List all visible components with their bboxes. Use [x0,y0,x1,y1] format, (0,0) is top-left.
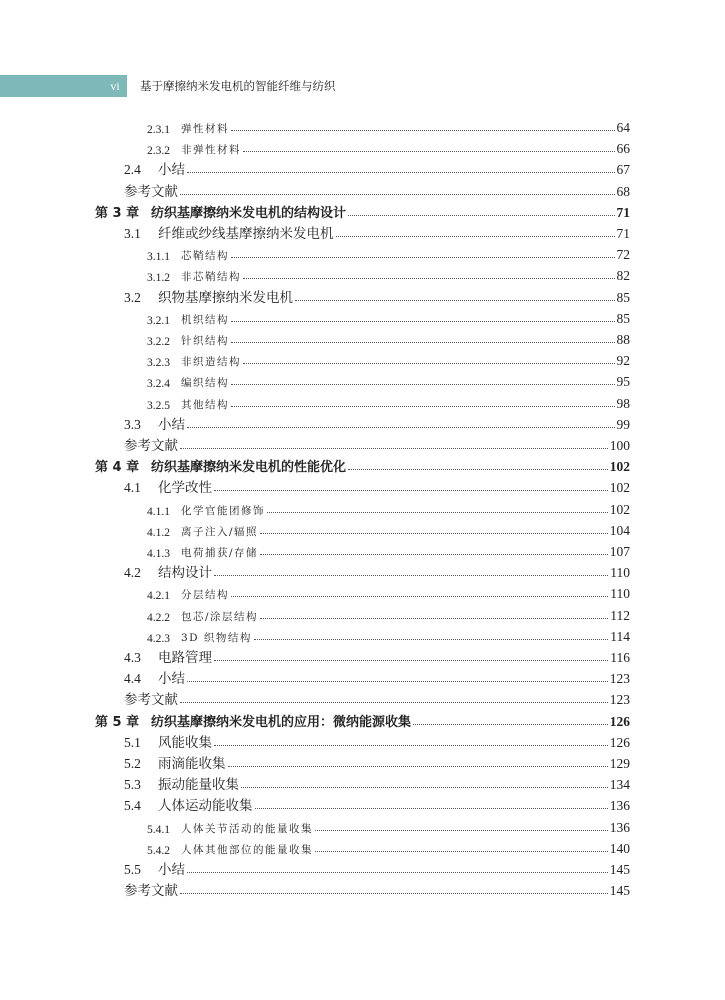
toc-page-number: 145 [609,883,630,899]
toc-entry-title: 非织造结构 [181,356,241,369]
toc-section-row[interactable] [0,773,630,793]
toc-entry-number: 3.2.5 [147,399,170,412]
toc-references-row[interactable] [0,180,630,200]
toc-page-number: 116 [610,650,630,665]
toc-entry-title: 电荷捕获/存储 [181,547,259,559]
toc-page-number: 99 [616,416,630,432]
toc-page-number: 102 [609,480,630,496]
toc-page-number: 136 [609,819,630,835]
toc-entry-number: 第 4 章 [95,460,140,476]
toc-entry-title: 非芯鞘结构 [181,271,241,284]
toc-entry-title: 参考文献 [124,438,178,454]
toc-section-row[interactable] [0,413,630,433]
toc-entry-title: 弹性材料 [181,123,229,135]
toc-entry-title: 人体运动能收集 [158,798,253,815]
toc-entry-title: 振动能量收集 [158,777,239,794]
toc-entry-number: 3.3 [124,416,141,432]
page-number: vi [110,79,120,93]
dot-leader [187,681,608,682]
toc-entry-title: 针织结构 [181,335,229,347]
toc-entry-title: 参考文献 [124,692,178,709]
toc-chapter-row[interactable] [0,455,630,475]
dot-leader [231,342,615,343]
dot-leader [315,830,608,831]
toc-page-number: 102 [609,501,630,517]
running-header [0,75,725,97]
toc-entry-number: 4.2.2 [147,611,170,624]
toc-entry-number: 3.2.4 [147,378,170,391]
toc-entry-title: 包芯/涂层结构 [181,610,259,623]
toc-entry-number: 5.4.2 [147,844,170,857]
toc-subsection-row[interactable] [0,837,630,857]
toc-entry-number: 5.4.1 [147,823,170,836]
toc-entry-number: 4.1.3 [147,548,170,560]
toc-entry-number: 3.2.1 [147,314,170,327]
toc-entry-number: 第 3 章 [95,205,140,221]
dot-leader [231,406,615,407]
toc-section-row[interactable] [0,222,630,242]
dot-leader [260,533,608,534]
dot-leader [214,575,608,576]
toc-page-number: 134 [609,777,630,793]
dot-leader [243,278,615,279]
dot-leader [315,851,608,852]
toc-section-row[interactable] [0,476,630,496]
toc-page-number: 136 [609,798,630,814]
toc-page-number: 92 [616,353,630,369]
toc-entry-title: 3D 织物结构 [181,631,252,644]
toc-section-row[interactable] [0,286,630,306]
toc-references-row[interactable] [0,688,630,708]
toc-page-number: 110 [610,565,630,581]
dot-leader [413,724,608,725]
toc-subsection-row[interactable] [0,307,630,327]
toc-section-row[interactable] [0,752,630,772]
toc-page-number: 126 [609,713,630,729]
toc-page-number: 110 [610,586,630,602]
toc-references-row[interactable] [0,434,630,454]
toc-page-number: 67 [616,162,630,178]
toc-subsection-row[interactable] [0,349,630,369]
toc-page-number: 102 [609,459,630,475]
dot-leader [214,745,608,746]
toc-subsection-row[interactable] [0,116,630,136]
toc-entry-title: 参考文献 [124,183,178,200]
dot-leader [231,257,615,258]
toc-entry-number: 4.2 [124,565,141,581]
toc-entry-number: 4.2.1 [147,590,170,603]
toc-entry-number: 第 5 章 [95,714,140,730]
dot-leader [180,702,608,703]
dot-leader [228,766,608,767]
dot-leader [254,639,608,640]
toc-entry-title: 芯鞘结构 [181,250,229,263]
toc-entry-title: 纤维或纱线基摩擦纳米发电机 [158,226,334,242]
toc-page-number: 85 [616,310,630,326]
dot-leader [187,427,615,428]
toc-entry-number: 4.2.3 [147,632,170,645]
toc-entry-title: 织物基摩擦纳米发电机 [158,289,293,306]
dot-leader [180,194,615,195]
toc-entry-title: 风能收集 [158,734,212,751]
toc-page-number: 71 [616,204,630,220]
toc-entry-number: 2.3.2 [147,145,170,158]
toc-page-number: 107 [609,544,630,559]
dot-leader [295,300,615,301]
toc-subsection-row[interactable] [0,604,630,624]
dot-leader [255,808,608,809]
toc-entry-number: 5.1 [124,734,141,750]
toc-subsection-row[interactable] [0,392,630,412]
toc-page-number: 95 [616,374,630,390]
toc-entry-title: 离子注入/辐照 [181,525,259,538]
toc-entry-title: 纺织基摩擦纳米发电机的结构设计 [151,205,347,221]
toc-entry-title: 小结 [158,671,185,688]
dot-leader [260,618,608,619]
toc-page-number: 104 [609,522,630,538]
toc-subsection-row[interactable] [0,498,630,518]
toc-page-number: 64 [616,120,630,135]
toc-entry-number: 3.2.2 [147,336,170,348]
toc-entry-number: 5.2 [124,756,141,771]
toc-page-number: 98 [616,395,630,411]
toc-section-row[interactable] [0,794,630,814]
toc-entry-title: 小结 [158,162,185,179]
toc-entry-number: 5.5 [124,862,141,877]
toc-entry-title: 小结 [158,416,185,433]
toc-entry-number: 3.1.1 [147,251,170,264]
toc-entry-title: 参考文献 [124,883,178,900]
toc-entry-number: 2.4 [124,162,141,178]
toc-page-number: 85 [616,289,630,305]
toc-subsection-row[interactable] [0,540,630,560]
toc-section-row[interactable] [0,731,630,751]
toc-page-number: 66 [616,141,630,157]
toc-section-row[interactable] [0,667,630,687]
toc-entry-number: 4.3 [124,650,141,665]
toc-entry-number: 4.1 [124,480,141,496]
toc-entry-title: 小结 [158,862,185,878]
toc-entry-number: 4.1.2 [147,526,170,539]
toc-page-number: 126 [609,734,630,750]
toc-page-number: 68 [616,183,630,199]
toc-chapter-row[interactable] [0,201,630,221]
toc-page-number: 114 [610,628,630,644]
toc-entry-number: 3.2 [124,289,141,305]
toc-page-number: 140 [609,840,630,856]
toc-page-number: 72 [616,247,630,263]
toc-entry-number: 4.4 [124,671,141,687]
dot-leader [348,215,614,216]
dot-leader [214,660,608,661]
toc-entry-number: 2.3.1 [147,124,170,136]
toc-entry-title: 人体关节活动的能量收集 [181,822,313,835]
toc-subsection-row[interactable] [0,137,630,157]
dot-leader [231,596,608,597]
toc-entry-title: 非弹性材料 [181,144,241,157]
dot-leader [243,151,615,152]
toc-section-row[interactable] [0,858,630,878]
toc-entry-number: 4.1.1 [147,505,170,518]
toc-section-row[interactable] [0,561,630,581]
toc-page-number: 112 [610,607,630,623]
toc-page-number: 71 [616,226,630,241]
toc-page-number: 82 [616,268,630,284]
dot-leader [348,469,608,470]
dot-leader [231,321,615,322]
toc-entry-title: 电路管理 [158,650,212,666]
dot-leader [180,448,608,449]
toc-entry-number: 3.1 [124,226,141,241]
toc-entry-title: 结构设计 [158,565,212,582]
toc-entry-title: 化学改性 [158,480,212,497]
dot-leader [187,172,615,173]
toc-entry-title: 编织结构 [181,377,229,390]
dot-leader [241,787,608,788]
toc-subsection-row[interactable] [0,816,630,836]
toc-page-number: 123 [609,692,630,708]
toc-subsection-row[interactable] [0,625,630,645]
toc-entry-title: 分层结构 [181,589,229,602]
dot-leader [180,893,608,894]
toc-subsection-row[interactable] [0,243,630,263]
toc-page-number: 88 [616,332,630,347]
toc-subsection-row[interactable] [0,370,630,390]
toc-subsection-row[interactable] [0,264,630,284]
toc-references-row[interactable] [0,879,630,899]
dot-leader [267,512,608,513]
toc-entry-title: 其他结构 [181,398,229,411]
toc-subsection-row[interactable] [0,519,630,539]
toc-entry-number: 3.2.3 [147,357,170,370]
toc-page-number: 100 [609,438,630,453]
toc-entry-title: 雨滴能收集 [158,756,226,772]
toc-section-row[interactable] [0,158,630,178]
toc-entry-title: 化学官能团修饰 [181,504,265,517]
toc-page-number: 129 [609,756,630,771]
dot-leader [231,384,615,385]
toc-page-number: 145 [609,862,630,877]
dot-leader [260,554,608,555]
toc-chapter-row[interactable] [0,710,630,730]
toc-entry-title: 机织结构 [181,313,229,326]
toc-section-row[interactable] [0,646,630,666]
toc-entry-title: 人体其他部位的能量收集 [181,843,313,856]
toc-subsection-row[interactable] [0,328,630,348]
toc-entry-number: 5.4 [124,798,141,814]
toc-entry-number: 5.3 [124,777,141,793]
dot-leader [336,236,615,237]
book-title: 基于摩擦纳米发电机的智能纤维与纺织 [140,79,336,93]
dot-leader [187,872,608,873]
toc-entry-title: 纺织基摩擦纳米发电机的应用：微纳能源收集 [151,714,412,730]
toc-page-number: 123 [609,671,630,687]
toc-entry-number: 3.1.2 [147,272,170,285]
toc-subsection-row[interactable] [0,582,630,602]
dot-leader [231,130,615,131]
dot-leader [214,490,608,491]
toc-entry-title: 纺织基摩擦纳米发电机的性能优化 [151,460,347,476]
dot-leader [243,363,615,364]
